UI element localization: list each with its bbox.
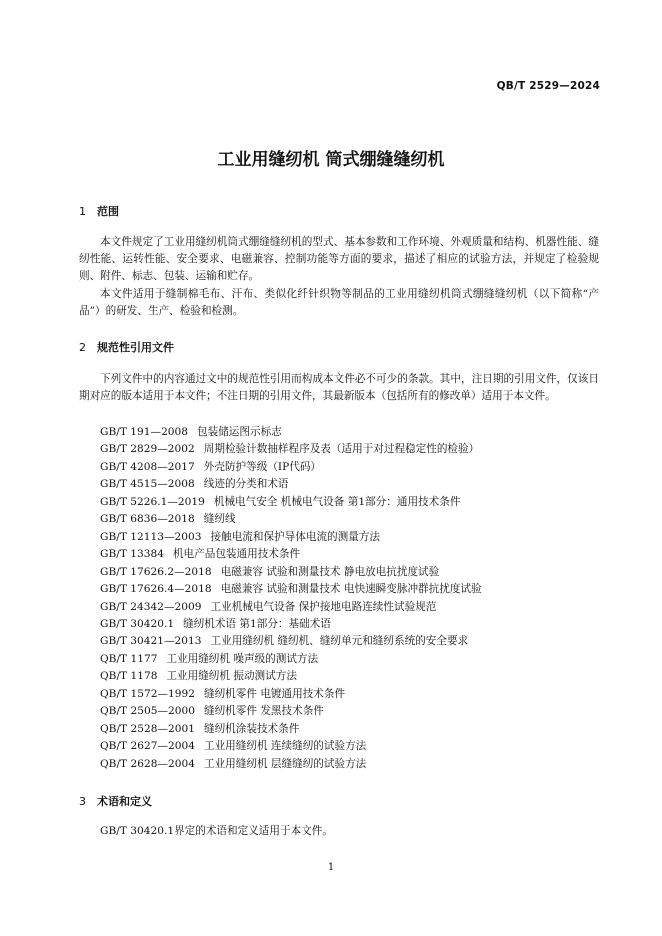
section-title: 规范性引用文件 <box>97 341 174 354</box>
reference-code: GB/T 4515—2008 <box>100 478 195 491</box>
reference-code: GB/T 30421—2013 <box>100 635 202 648</box>
reference-item <box>100 459 482 476</box>
reference-item <box>100 686 482 703</box>
reference-title: 周期检验计数抽样程序及表（适用于对过程稳定性的检验） <box>203 443 480 456</box>
reference-title: 工业用缝纫机 噪声级的测试方法 <box>166 652 319 665</box>
scope-paragraph-1: 本文件规定了工业用缝纫机筒式绷缝缝纫机的型式、基本参数和工作环境、外观质量和结构、机器性能、缝纫性能、运转性能、安全要求、电磁兼容、控制功能等方面的要求，描述了相应的试验方法，并规定了检验规则、附件、标志、包装、运输和贮存。 <box>79 236 599 282</box>
section-number: 3 <box>79 795 86 808</box>
reference-title: 机械电气安全 机械电气设备 第1部分：通用技术条件 <box>213 495 461 508</box>
reference-code: GB/T 24342—2009 <box>100 600 202 613</box>
reference-code: GB/T 4208—2017 <box>100 460 195 473</box>
reference-item <box>100 546 482 563</box>
terms-paragraph: GB/T 30420.1界定的术语和定义适用于本文件。 <box>100 825 333 837</box>
reference-item <box>100 599 482 616</box>
reference-title: 缝纫机零件 发黑技术条件 <box>204 705 324 718</box>
reference-item <box>100 738 482 755</box>
reference-code: GB/T 17626.2—2018 <box>100 565 212 578</box>
reference-list <box>100 424 482 773</box>
reference-title: 电磁兼容 试验和测量技术 静电放电抗扰度试验 <box>220 565 440 578</box>
reference-title: 工业用缝纫机 层缝缝纫的试验方法 <box>204 757 367 770</box>
reference-title: 缝纫机零件 电镀通用技术条件 <box>204 687 346 700</box>
section-number: 1 <box>79 205 86 218</box>
section-3-heading <box>79 793 152 809</box>
reference-code: QB/T 2505—2000 <box>100 705 195 718</box>
reference-code: QB/T 2528—2001 <box>100 722 195 735</box>
reference-title: 外壳防护等级（IP代码） <box>203 460 322 473</box>
reference-code: GB/T 17626.4—2018 <box>100 583 212 596</box>
reference-code: QB/T 2627—2004 <box>100 740 195 753</box>
reference-title: 线迹的分类和术语 <box>203 478 289 491</box>
reference-item <box>100 756 482 773</box>
reference-item <box>100 494 482 511</box>
reference-item <box>100 564 482 581</box>
document-title: 工业用缝纫机 筒式绷缝缝纫机 <box>217 150 445 170</box>
reference-item <box>100 581 482 598</box>
section-2-heading <box>79 339 174 355</box>
reference-item <box>100 529 482 546</box>
reference-title: 接触电流和保护导体电流的测量方法 <box>210 530 381 543</box>
reference-title: 缝纫机涂装技术条件 <box>204 722 300 735</box>
reference-item <box>100 721 482 738</box>
reference-title: 机电产品包装通用技术条件 <box>172 548 301 561</box>
reference-title: 工业机械电气设备 保护接地电路连续性试验规范 <box>210 600 437 613</box>
reference-code: GB/T 2829—2002 <box>100 443 195 456</box>
reference-code: GB/T 6836—2018 <box>100 513 195 526</box>
normative-references-intro: 下列文件中的内容通过文中的规范性引用而构成本文件必不可少的条款。其中，注日期的引用文件，仅该日期对应的版本适用于本文件；不注日期的引用文件，其最新版本（包括所有的修改单）适用于本文件。 <box>79 373 599 402</box>
reference-code: QB/T 2628—2004 <box>100 757 195 770</box>
standard-code: QB/T 2529—2024 <box>496 80 600 92</box>
section-title: 范围 <box>97 205 119 218</box>
reference-item <box>100 441 482 458</box>
reference-title: 工业用缝纫机 缝纫机、缝纫单元和缝纫系统的安全要求 <box>210 635 469 648</box>
page-number: 1 <box>327 862 335 873</box>
reference-title: 缝纫线 <box>203 513 236 526</box>
reference-title: 电磁兼容 试验和测量技术 电快速瞬变脉冲群抗扰度试验 <box>220 583 482 596</box>
reference-title: 缝纫机术语 第1部分：基础术语 <box>183 617 331 630</box>
reference-item <box>100 476 482 493</box>
reference-item <box>100 703 482 720</box>
reference-item <box>100 633 482 650</box>
reference-code: GB/T 12113—2003 <box>100 530 202 543</box>
reference-code: QB/T 1177 <box>100 652 158 665</box>
reference-item <box>100 616 482 633</box>
reference-code: GB/T 30420.1 <box>100 617 175 630</box>
section-number: 2 <box>79 341 86 354</box>
reference-title: 工业用缝纫机 振动测试方法 <box>166 670 297 683</box>
reference-code: GB/T 191—2008 <box>100 426 189 438</box>
reference-item <box>100 668 482 685</box>
section-title: 术语和定义 <box>97 795 152 808</box>
section-1-heading <box>79 203 119 219</box>
scope-paragraph-2: 本文件适用于缝制棉毛布、汗布、类似化纤针织物等制品的工业用缝纫机筒式绷缝缝纫机（以下简称“产品”）的研发、生产、检验和检测。 <box>79 288 599 317</box>
reference-code: QB/T 1178 <box>100 670 158 683</box>
reference-title: 包装储运图示标志 <box>197 426 282 438</box>
reference-code: GB/T 13384 <box>100 548 164 561</box>
reference-item <box>100 424 482 441</box>
reference-item <box>100 511 482 528</box>
reference-title: 工业用缝纫机 连续缝纫的试验方法 <box>204 740 367 753</box>
reference-item <box>100 651 482 668</box>
reference-code: QB/T 1572—1992 <box>100 687 195 700</box>
reference-code: GB/T 5226.1—2019 <box>100 495 205 508</box>
